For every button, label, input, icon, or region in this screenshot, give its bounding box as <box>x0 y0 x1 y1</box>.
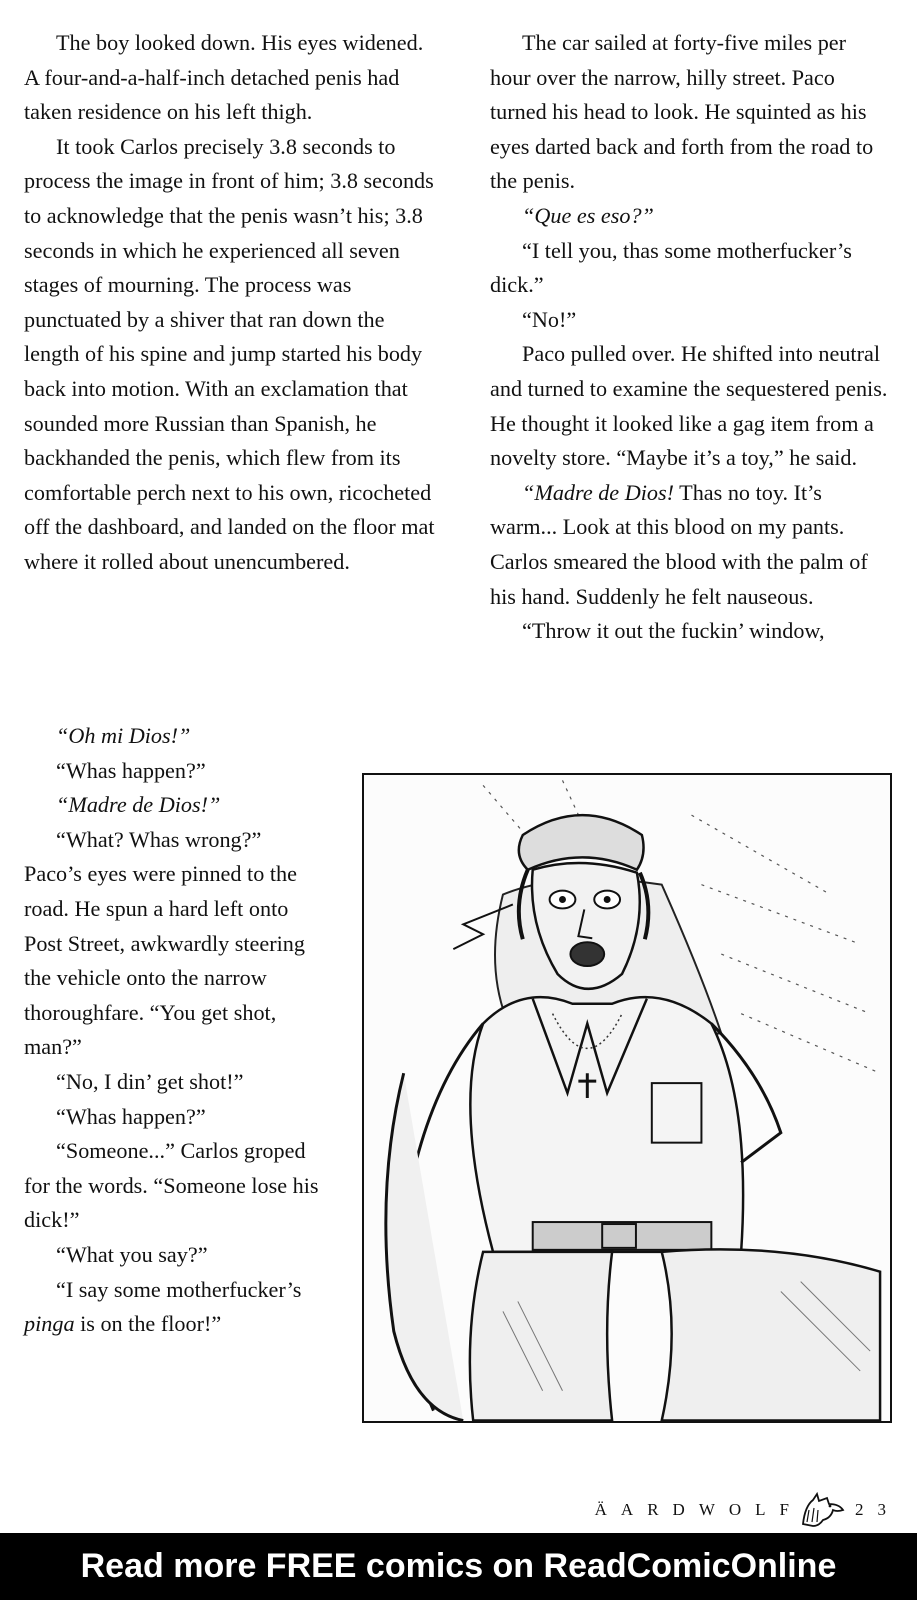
paragraph <box>490 476 890 614</box>
paragraph: “I tell you, thas some motherfucker’s dick.” <box>490 237 852 298</box>
text-run: Thas no toy. It’s warm... Look at this blood on my pants. Carlos smeared the blood with the palm of his hand. Suddenly he felt nauseous. <box>490 479 868 609</box>
left-column <box>24 26 436 580</box>
paragraph: It took Carlos precisely 3.8 seconds to process the image in front of him; 3.8 seconds to acknowledge that the penis wasn’t his; 3.8 seconds in which he experienced all seven stages of mourning. The process was punctuated by a shiver that ran down the length of his spine and jump started his body back into motion. With an exclamation that sounded more Russian than Spanish, he backhanded the penis, which flew from its comfortable perch next to his own, ricocheted off the dashboard, and landed on the floor mat where it rolled about unencumbered. <box>24 133 435 574</box>
text-run-italic: “Madre de Dios! <box>522 479 675 505</box>
paragraph <box>24 1273 324 1342</box>
right-column <box>490 26 890 649</box>
comic-panel-man-in-car-illustration <box>364 775 890 1421</box>
paragraph: Paco pulled over. He shifted into neutral and turned to examine the sequestered penis. He thought it looked like a gag item from a novelty store. “Maybe it’s a toy,” he said. <box>490 341 888 471</box>
paragraph: “Whas happen?” <box>56 1103 206 1129</box>
dialogue-column <box>24 719 324 1342</box>
paragraph: “Madre de Dios!” <box>56 792 221 818</box>
paragraph: “Someone...” Carlos groped for the words. “Someone lose his dick!” <box>24 1138 319 1233</box>
paragraph: “Whas happen?” <box>56 757 206 783</box>
paragraph: “Que es eso?” <box>522 202 654 228</box>
magazine-title: ÄARDWOLF <box>594 1500 803 1519</box>
paragraph: “Oh mi Dios!” <box>56 723 191 748</box>
paragraph: “Throw it out the fuckin’ window, <box>522 618 825 644</box>
page-number: 23 <box>855 1500 900 1519</box>
paragraph: The car sailed at forty-five miles per hour over the narrow, hilly street. Paco turned his head to look. He squinted as his eyes darted back and forth from the road to the penis. <box>490 30 874 194</box>
page-footer <box>500 1490 900 1530</box>
paragraph: “No!” <box>522 306 577 332</box>
promo-banner-text[interactable]: Read more FREE comics on ReadComicOnline <box>80 1547 837 1585</box>
paragraph: “No, I din’ get shot!” <box>56 1068 244 1094</box>
paragraph: The boy looked down. His eyes widened. A four-and-a-half-inch detached penis had taken residence on his left thigh. <box>24 30 424 125</box>
paragraph: “What you say?” <box>56 1241 208 1267</box>
aardwolf-logo-icon <box>799 1492 845 1528</box>
promo-banner[interactable] <box>0 1533 917 1600</box>
paragraph: “What? Whas wrong?” Paco’s eyes were pinned to the road. He spun a hard left onto Post Street, awkwardly steering the vehicle onto the narrow thoroughfare. “You get shot, man?” <box>24 826 305 1060</box>
text-run-italic: pinga <box>24 1311 75 1337</box>
comic-panel-illustration <box>362 773 892 1423</box>
text-run: “I say some motherfucker’s <box>56 1276 302 1302</box>
text-run: is on the floor!” <box>74 1311 222 1337</box>
